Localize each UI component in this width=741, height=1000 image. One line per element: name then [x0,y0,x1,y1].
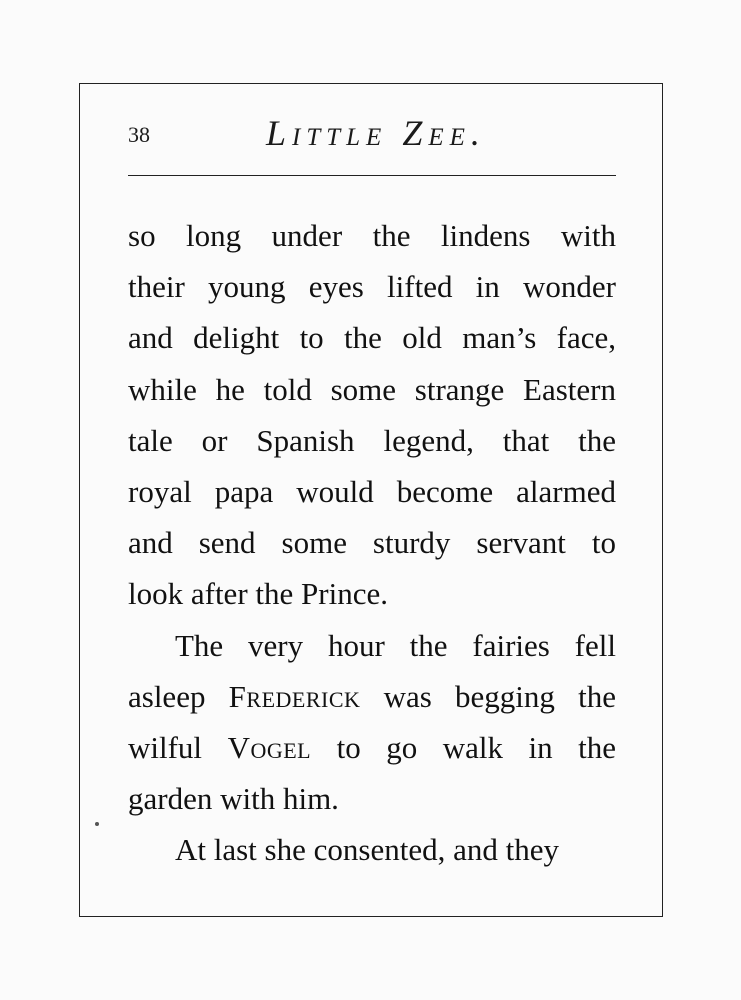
text-line: look after the Prince. [128,576,388,612]
text-line: tale or Spanish legend, that the [128,422,616,458]
text-line: while he told some strange Eastern [128,371,616,407]
text-line: and send some sturdy servant to [128,525,616,561]
paper-speck [95,822,99,826]
header-rule [128,175,616,176]
text-line: The very hour the fairies fell [175,627,616,663]
text-line: At last she consented, and they [175,832,559,868]
text-line: garden with him. [128,781,339,817]
text-line: royal papa would become alarmed [128,473,616,509]
text-line: so long under the lindens with [128,218,616,253]
running-title: Little Zee. [266,113,486,153]
body-text [128,210,616,875]
running-head [128,112,616,156]
text-line: asleep Frederick was begging the [128,678,616,714]
page-number: 38 [128,122,150,147]
text-line: and delight to the old man’s face, [128,320,616,356]
text-line: wilful Vogel to go walk in the [128,729,616,765]
small-caps-name: Vogel [227,729,312,765]
small-caps-name: Frederick [228,678,361,714]
text-line: their young eyes lifted in wonder [128,269,616,305]
